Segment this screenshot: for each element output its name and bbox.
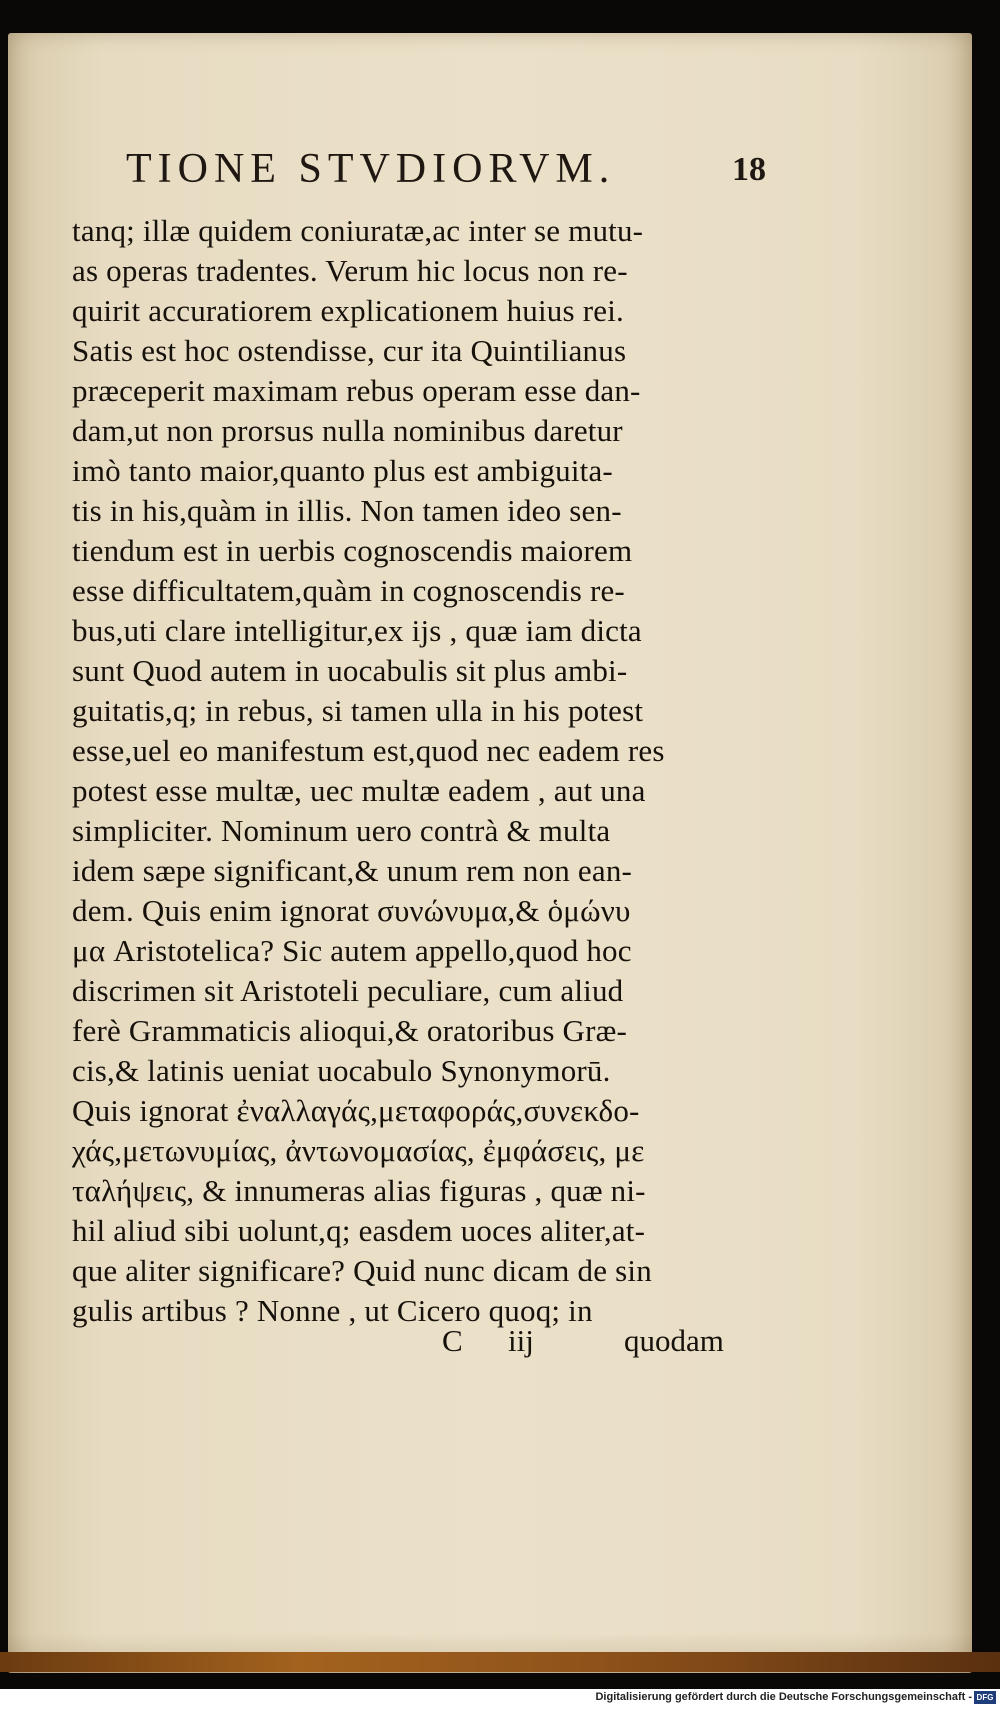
text-line: ταλήψεις, & innumeras alias figuras , quæ ni- — [72, 1173, 646, 1208]
text-line: tanq; illæ quidem coniuratæ,ac inter se mutu- — [72, 213, 644, 248]
text-line: esse difficultatem,quàm in cognoscendis re- — [72, 573, 625, 608]
text-line: Quis ignorat ἐναλλαγάς,μεταφοράς,συνεκδο- — [72, 1093, 640, 1128]
text-line: Satis est hoc ostendisse, cur ita Quintilianus — [72, 333, 627, 368]
text-line: dem. Quis enim ignorat συνώνυμα,& ὁμώνυ — [72, 893, 631, 928]
text-line: gulis artibus ? Nonne , ut Cicero quoq; in — [72, 1293, 593, 1328]
text-line: χάς,μετωνυμίας, ἀντωνομασίας, ἐμφάσεις, με — [72, 1133, 645, 1168]
text-line: cis,& latinis ueniat uocabulo Synonymorū. — [72, 1053, 611, 1088]
text-line: hil aliud sibi uolunt,q; easdem uoces aliter,at- — [72, 1213, 646, 1248]
text-line: que aliter significare? Quid nunc dicam de sin — [72, 1253, 652, 1288]
running-head: TIONE STVDIORVM. — [126, 146, 616, 192]
text-line: bus,uti clare intelligitur,ex ijs , quæ iam dicta — [72, 613, 642, 648]
text-line: tis in his,quàm in illis. Non tamen ideo sen- — [72, 493, 622, 528]
text-line: idem sæpe significant,& unum rem non ean- — [72, 853, 633, 888]
text-line: esse,uel eo manifestum est,quod nec eadem res — [72, 733, 665, 768]
catchword: quodam — [624, 1323, 724, 1358]
text-line: quirit accuratiorem explicationem huius rei. — [72, 293, 624, 328]
text-line: tiendum est in uerbis cognoscendis maiorem — [72, 533, 633, 568]
color-stripe — [0, 1652, 1000, 1672]
text-line: guitatis,q; in rebus, si tamen ulla in his potest — [72, 693, 644, 728]
text-line: potest esse multæ, uec multæ eadem , aut una — [72, 773, 646, 808]
book-page — [8, 33, 972, 1673]
text-line: dam,ut non prorsus nulla nominibus daretur — [72, 413, 623, 448]
text-line: μα Aristotelica? Sic autem appello,quod hoc — [72, 933, 632, 968]
funding-credit: Digitalisierung gefördert durch die Deutsche Forschungsgemeinschaft - — [595, 1691, 972, 1703]
text-line: sunt Quod autem in uocabulis sit plus ambi- — [72, 653, 628, 688]
body-text — [72, 211, 772, 1331]
dfg-logo: DFG — [974, 1691, 996, 1704]
text-line: ferè Grammaticis alioqui,& oratoribus Græ- — [72, 1013, 628, 1048]
folio-number: 18 — [732, 151, 766, 188]
text-line: as operas tradentes. Verum hic locus non re- — [72, 253, 628, 288]
text-line: simpliciter. Nominum uero contrà & multa — [72, 813, 611, 848]
signature-mark: C — [442, 1323, 463, 1358]
text-line: imò tanto maior,quanto plus est ambiguita- — [72, 453, 613, 488]
signature-line — [72, 1323, 772, 1363]
signature-number: iij — [508, 1323, 534, 1358]
text-line: præceperit maximam rebus operam esse dan- — [72, 373, 641, 408]
footer-bar — [0, 1689, 1000, 1709]
text-line: discrimen sit Aristoteli peculiare, cum aliud — [72, 973, 624, 1008]
